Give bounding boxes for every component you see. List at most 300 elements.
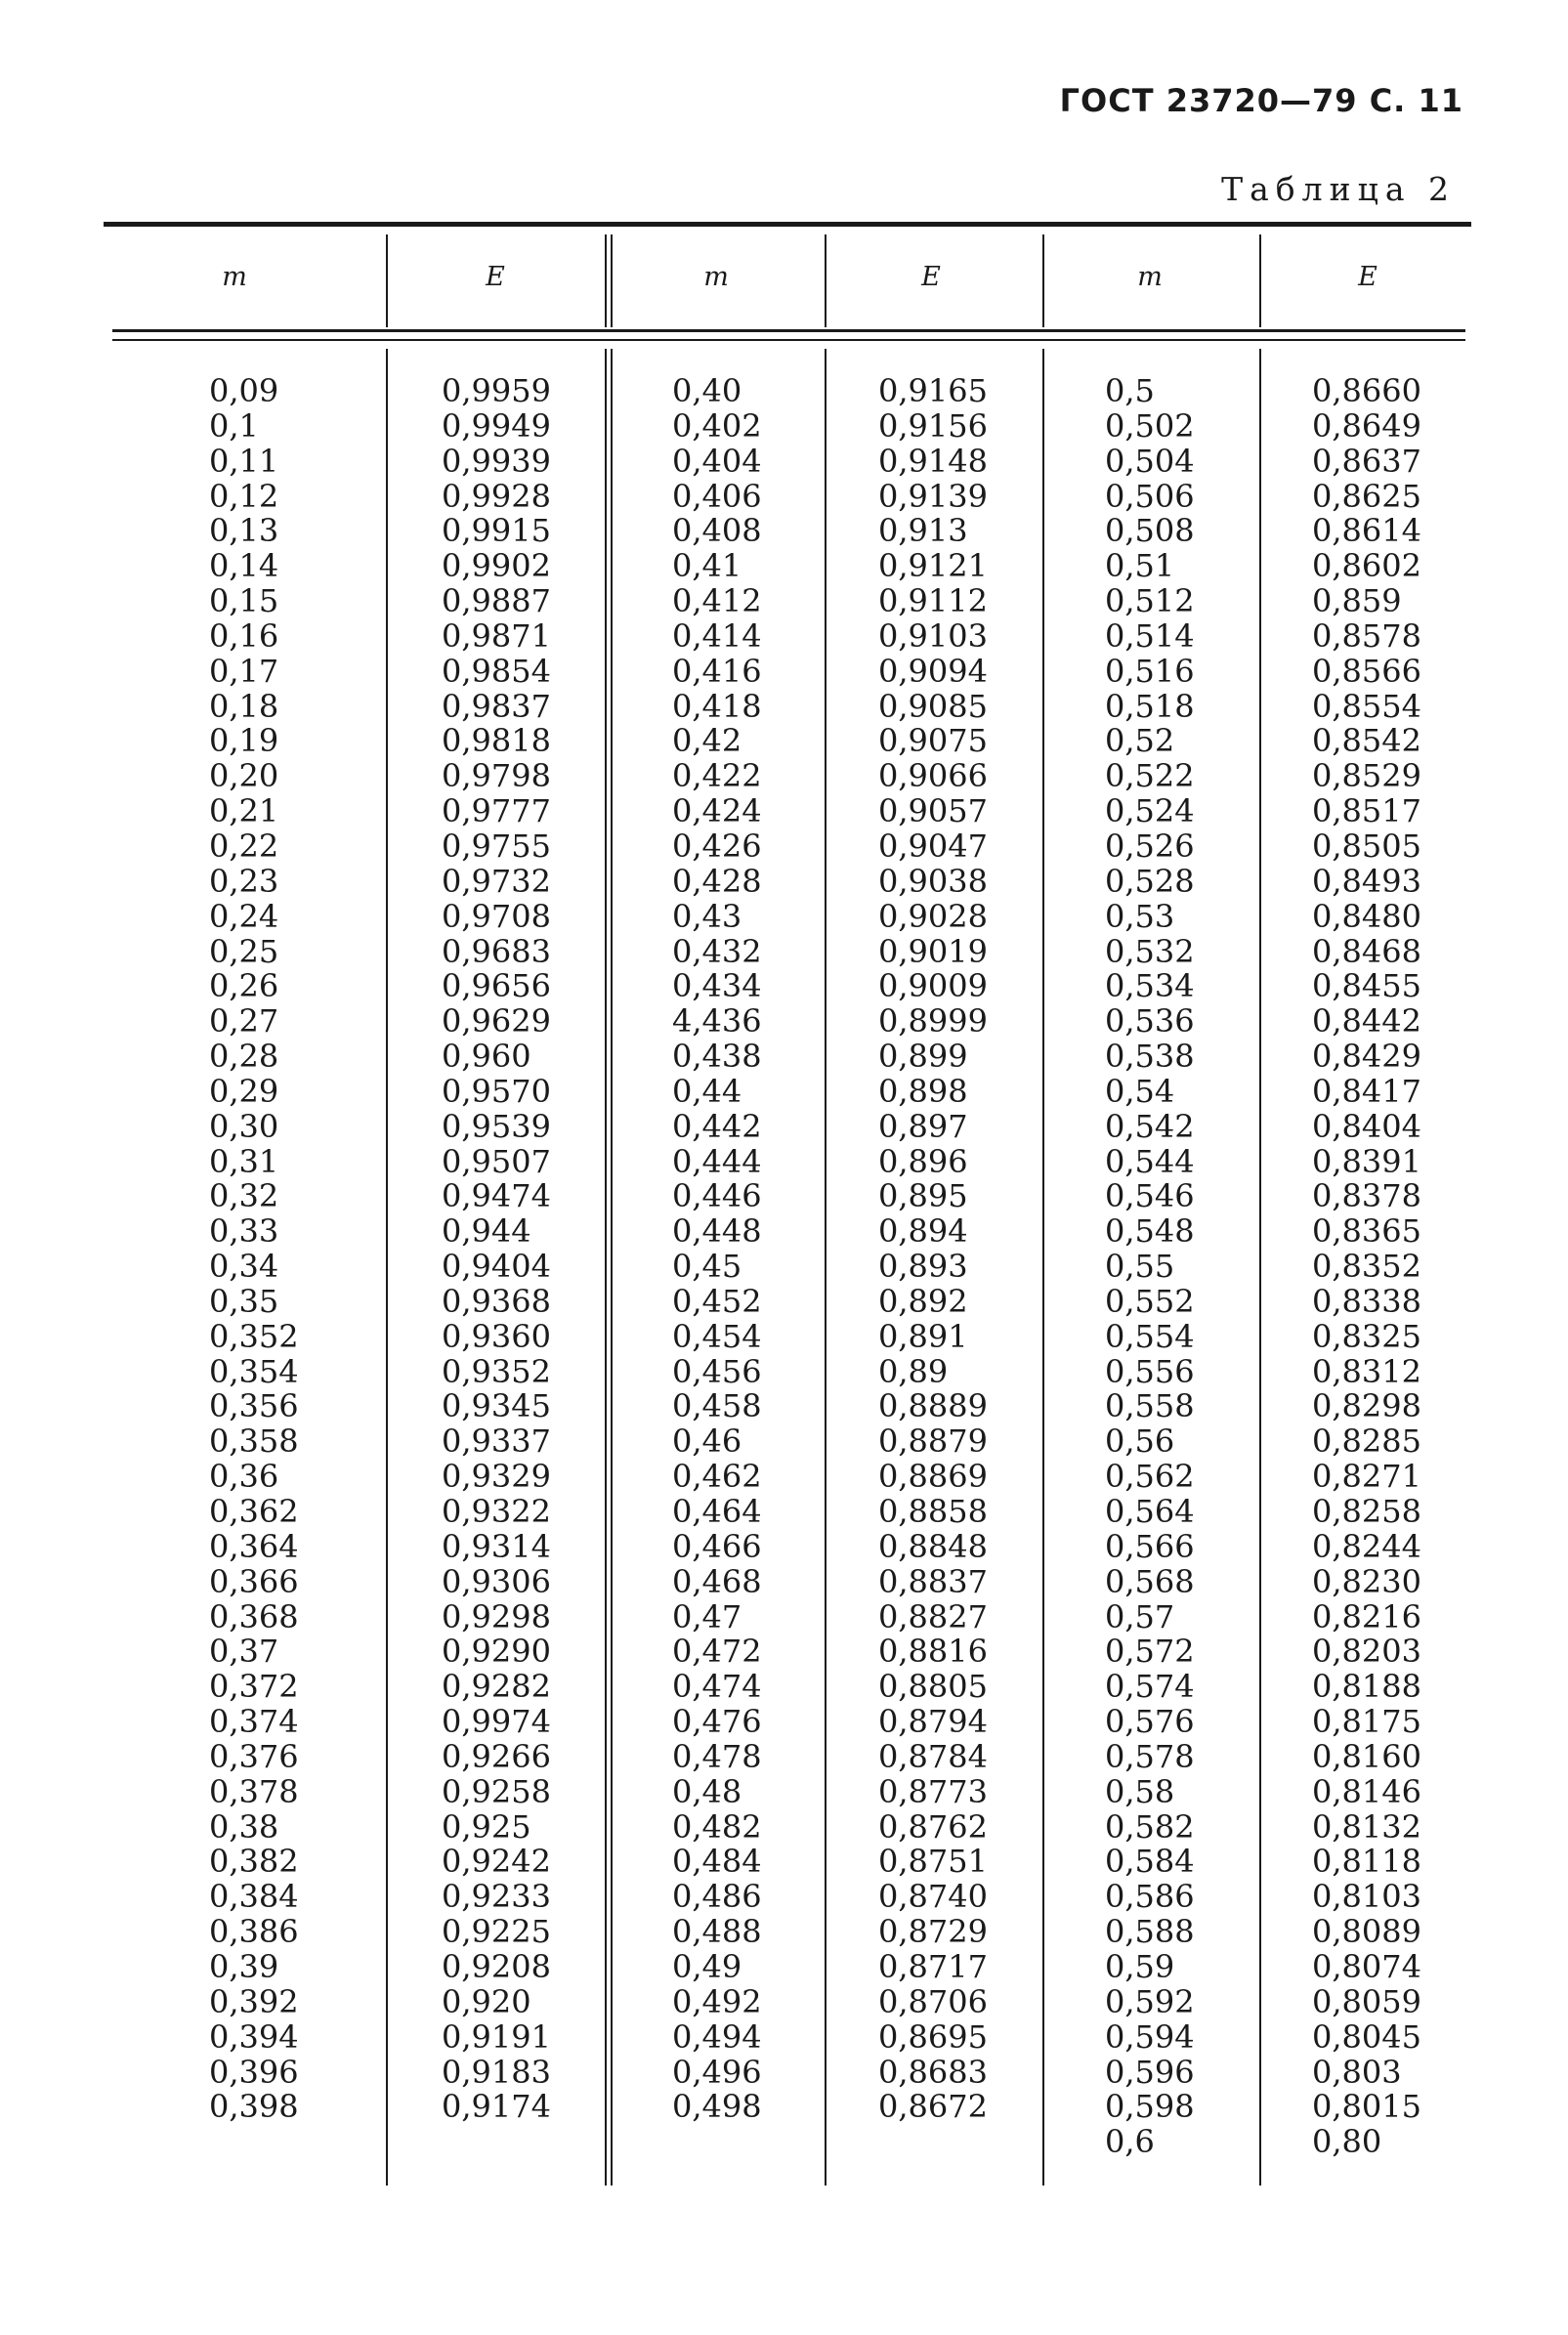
table-cell: 0,9854 [442, 652, 551, 690]
table-cell: 0,8468 [1312, 932, 1421, 970]
table-cell: 0,568 [1105, 1562, 1195, 1600]
table-cell: 0,382 [209, 1843, 299, 1881]
table-cell: 0,582 [1105, 1807, 1195, 1846]
table-cell: 0,8132 [1312, 1807, 1421, 1846]
table-cell: 0,9057 [878, 792, 988, 830]
table-cell: 0,496 [672, 2053, 762, 2091]
table-cell: 0,8751 [878, 1843, 988, 1881]
table-cell: 0,394 [209, 2017, 299, 2056]
table-cell: 0,8637 [1312, 442, 1421, 480]
column-m-3 [1105, 374, 1195, 2160]
table-cell: 0,9075 [878, 722, 988, 760]
table-cell: 0,9139 [878, 477, 988, 515]
table-cell: 0,51 [1105, 547, 1175, 585]
table-cell: 0,9570 [442, 1072, 551, 1110]
table-cell: 0,9798 [442, 757, 551, 795]
column-divider [1259, 349, 1261, 2186]
table-cell: 0,8015 [1312, 2088, 1421, 2126]
table-cell: 0,8869 [878, 1458, 988, 1496]
table-cell: 0,32 [209, 1177, 279, 1215]
table-cell: 0,9047 [878, 827, 988, 865]
column-header-e: E [1358, 262, 1377, 292]
table-cell: 0,8089 [1312, 1913, 1421, 1951]
table-cell: 0,8258 [1312, 1493, 1421, 1530]
table-cell: 0,9242 [442, 1843, 551, 1881]
table-cell: 0,438 [672, 1038, 762, 1076]
table-cell: 0,9225 [442, 1913, 551, 1951]
table-cell: 0,566 [1105, 1527, 1195, 1565]
table-cell: 0,9959 [442, 372, 551, 409]
table-cell: 0,448 [672, 1212, 762, 1251]
table-cell: 0,548 [1105, 1212, 1195, 1251]
table-cell: 0,925 [442, 1807, 531, 1846]
table-cell: 0,418 [672, 687, 762, 725]
table-cell: 0,506 [1105, 477, 1195, 515]
header-bottom-rule [112, 329, 1465, 332]
table-cell: 0,534 [1105, 967, 1195, 1005]
table-cell: 0,48 [672, 1772, 742, 1810]
table-cell: 0,504 [1105, 442, 1195, 480]
table-cell: 0,9298 [442, 1597, 551, 1635]
table-cell: 0,426 [672, 827, 762, 865]
table-cell: 0,8325 [1312, 1317, 1421, 1355]
table-cell: 0,468 [672, 1562, 762, 1600]
table-cell: 0,18 [209, 687, 279, 725]
table-cell: 0,366 [209, 1562, 299, 1600]
column-divider [611, 349, 613, 2186]
table-cell: 0,434 [672, 967, 762, 1005]
table-cell: 0,8244 [1312, 1527, 1421, 1565]
table-cell: 0,8480 [1312, 897, 1421, 935]
table-cell: 0,9656 [442, 967, 551, 1005]
table-cell: 0,45 [672, 1248, 742, 1286]
table-cell: 0,8188 [1312, 1668, 1421, 1706]
table-cell: 0,898 [878, 1072, 968, 1110]
table-cell: 0,899 [878, 1038, 968, 1076]
table-cell: 0,9306 [442, 1562, 551, 1600]
table-cell: 0,354 [209, 1352, 299, 1390]
table-caption: Таблица 2 [1221, 170, 1456, 208]
table-cell: 0,9708 [442, 897, 551, 935]
table-cell: 0,9165 [878, 372, 988, 409]
table-cell: 0,516 [1105, 652, 1195, 690]
table-cell: 0,364 [209, 1527, 299, 1565]
table-cell: 0,8146 [1312, 1772, 1421, 1810]
table-cell: 0,8566 [1312, 652, 1421, 690]
table-cell: 0,34 [209, 1248, 279, 1286]
table-cell: 0,8554 [1312, 687, 1421, 725]
table-cell: 0,9902 [442, 547, 551, 585]
table-cell: 0,482 [672, 1807, 762, 1846]
table-cell: 0,8429 [1312, 1038, 1421, 1076]
table-cell: 0,16 [209, 616, 279, 655]
table-cell: 0,8505 [1312, 827, 1421, 865]
table-cell: 0,9368 [442, 1282, 551, 1320]
table-cell: 0,9755 [442, 827, 551, 865]
table-cell: 0,47 [672, 1597, 742, 1635]
table-cell: 0,8683 [878, 2053, 988, 2091]
table-cell: 0,9103 [878, 616, 988, 655]
table-cell: 0,9038 [878, 862, 988, 900]
table-cell: 0,9360 [442, 1317, 551, 1355]
table-cell: 0,8827 [878, 1597, 988, 1635]
table-cell: 0,41 [672, 547, 742, 585]
table-cell: 0,9974 [442, 1703, 551, 1741]
table-cell: 0,39 [209, 1947, 279, 1985]
table-cell: 0,8391 [1312, 1142, 1421, 1180]
table-cell: 0,464 [672, 1493, 762, 1530]
table-cell: 0,29 [209, 1072, 279, 1110]
table-cell: 0,564 [1105, 1493, 1195, 1530]
table-cell: 0,9329 [442, 1458, 551, 1496]
table-cell: 0,9887 [442, 582, 551, 620]
table-cell: 0,8614 [1312, 512, 1421, 550]
table-cell: 0,9009 [878, 967, 988, 1005]
table-cell: 0,8740 [878, 1878, 988, 1916]
table-cell: 0,859 [1312, 582, 1402, 620]
table-cell: 0,9112 [878, 582, 988, 620]
table-cell: 0,8848 [878, 1527, 988, 1565]
table-cell: 0,8493 [1312, 862, 1421, 900]
table-cell: 0,9871 [442, 616, 551, 655]
column-header-m: m [703, 262, 729, 292]
table-cell: 0,8216 [1312, 1597, 1421, 1635]
table-cell: 0,9019 [878, 932, 988, 970]
table-cell: 0,8837 [878, 1562, 988, 1600]
column-header-e: E [921, 262, 941, 292]
table-cell: 0,9208 [442, 1947, 551, 1985]
table-cell: 0,428 [672, 862, 762, 900]
table-cell: 0,9337 [442, 1422, 551, 1461]
table-cell: 0,33 [209, 1212, 279, 1251]
column-m-2 [672, 374, 762, 2125]
table-cell: 0,23 [209, 862, 279, 900]
table-cell: 0,43 [672, 897, 742, 935]
table-cell: 0,9183 [442, 2053, 551, 2091]
table-cell: 0,21 [209, 792, 279, 830]
table-cell: 0,9322 [442, 1493, 551, 1530]
table-cell: 0,588 [1105, 1913, 1195, 1951]
table-cell: 0,472 [672, 1633, 762, 1671]
table-cell: 0,406 [672, 477, 762, 515]
table-cell: 0,352 [209, 1317, 299, 1355]
table-cell: 0,514 [1105, 616, 1195, 655]
table-cell: 0,9085 [878, 687, 988, 725]
table-cell: 0,8649 [1312, 406, 1421, 445]
column-divider [825, 349, 826, 2186]
column-header-m: m [1137, 262, 1163, 292]
table-cell: 0,398 [209, 2088, 299, 2126]
table-cell: 0,8365 [1312, 1212, 1421, 1251]
table-cell: 0,9818 [442, 722, 551, 760]
table-cell: 0,584 [1105, 1843, 1195, 1881]
table-cell: 0,893 [878, 1248, 968, 1286]
table-cell: 0,372 [209, 1668, 299, 1706]
table-cell: 0,546 [1105, 1177, 1195, 1215]
table-cell: 0,40 [672, 372, 742, 409]
column-m-1 [209, 374, 299, 2125]
table-cell: 0,494 [672, 2017, 762, 2056]
table-cell: 0,462 [672, 1458, 762, 1496]
table-cell: 0,5 [1105, 372, 1155, 409]
table-cell: 0,44 [672, 1072, 742, 1110]
table-cell: 0,913 [878, 512, 968, 550]
table-cell: 0,53 [1105, 897, 1175, 935]
table-cell: 0,920 [442, 1982, 531, 2020]
table-cell: 0,17 [209, 652, 279, 690]
table-cell: 0,528 [1105, 862, 1195, 900]
table-cell: 0,432 [672, 932, 762, 970]
table-cell: 0,542 [1105, 1107, 1195, 1145]
table-top-rule [104, 222, 1471, 227]
table-cell: 0,9352 [442, 1352, 551, 1390]
table-cell: 0,512 [1105, 582, 1195, 620]
table-cell: 0,562 [1105, 1458, 1195, 1496]
table-cell: 0,8045 [1312, 2017, 1421, 2056]
table-cell: 0,13 [209, 512, 279, 550]
table-cell: 0,9028 [878, 897, 988, 935]
table-cell: 0,9939 [442, 442, 551, 480]
table-cell: 0,8074 [1312, 1947, 1421, 1985]
table-cell: 0,1 [209, 406, 259, 445]
table-cell: 0,9282 [442, 1668, 551, 1706]
table-cell: 0,89 [878, 1352, 949, 1390]
table-cell: 0,38 [209, 1807, 279, 1846]
table-cell: 0,9777 [442, 792, 551, 830]
table-cell: 0,8999 [878, 1002, 988, 1040]
table-cell: 0,402 [672, 406, 762, 445]
table-cell: 0,9629 [442, 1002, 551, 1040]
table-cell: 0,80 [1312, 2123, 1382, 2161]
table-cell: 0,20 [209, 757, 279, 795]
table-cell: 0,414 [672, 616, 762, 655]
table-cell: 0,576 [1105, 1703, 1195, 1741]
table-cell: 0,508 [1105, 512, 1195, 550]
table-cell: 0,37 [209, 1633, 279, 1671]
table-cell: 0,22 [209, 827, 279, 865]
table-cell: 0,35 [209, 1282, 279, 1320]
table-cell: 0,592 [1105, 1982, 1195, 2020]
table-cell: 0,8059 [1312, 1982, 1421, 2020]
table-cell: 0,8602 [1312, 547, 1421, 585]
table-cell: 0,8160 [1312, 1737, 1421, 1775]
table-cell: 0,474 [672, 1668, 762, 1706]
table-cell: 0,8794 [878, 1703, 988, 1741]
table-cell: 0,9156 [878, 406, 988, 445]
table-cell: 0,8203 [1312, 1633, 1421, 1671]
column-divider [1042, 349, 1044, 2186]
table-cell: 0,8784 [878, 1737, 988, 1775]
table-cell: 0,30 [209, 1107, 279, 1145]
table-cell: 0,9474 [442, 1177, 551, 1215]
table-cell: 0,896 [878, 1142, 968, 1180]
table-cell: 0,596 [1105, 2053, 1195, 2091]
table-cell: 0,8625 [1312, 477, 1421, 515]
table-cell: 0,552 [1105, 1282, 1195, 1320]
table-cell: 0,8378 [1312, 1177, 1421, 1215]
table-cell: 0,8773 [878, 1772, 988, 1810]
table-cell: 0,362 [209, 1493, 299, 1530]
table-cell: 0,532 [1105, 932, 1195, 970]
table-cell: 0,19 [209, 722, 279, 760]
table-cell: 0,574 [1105, 1668, 1195, 1706]
table-cell: 0,8175 [1312, 1703, 1421, 1741]
table-cell: 0,52 [1105, 722, 1175, 760]
column-e-2 [878, 374, 988, 2125]
table-cell: 0,408 [672, 512, 762, 550]
column-e-3 [1312, 374, 1421, 2160]
table-cell: 0,9345 [442, 1387, 551, 1425]
table-cell: 0,502 [1105, 406, 1195, 445]
table-cell: 0,8717 [878, 1947, 988, 1985]
table-cell: 0,960 [442, 1038, 531, 1076]
table-cell: 0,8118 [1312, 1843, 1421, 1881]
table-cell: 0,891 [878, 1317, 968, 1355]
table-cell: 0,9683 [442, 932, 551, 970]
table-cell: 0,454 [672, 1317, 762, 1355]
table-cell: 0,524 [1105, 792, 1195, 830]
table-cell: 0,8858 [878, 1493, 988, 1530]
table-cell: 0,452 [672, 1282, 762, 1320]
table-cell: 0,58 [1105, 1772, 1175, 1810]
table-cell: 0,894 [878, 1212, 968, 1251]
header-bottom-rule-double [112, 339, 1465, 341]
table-cell: 0,484 [672, 1843, 762, 1881]
table-cell: 0,9915 [442, 512, 551, 550]
table-cell: 0,27 [209, 1002, 279, 1040]
table-cell: 0,374 [209, 1703, 299, 1741]
table-cell: 0,56 [1105, 1422, 1175, 1461]
table-cell: 0,8762 [878, 1807, 988, 1846]
table-cell: 0,9066 [878, 757, 988, 795]
table-cell: 0,478 [672, 1737, 762, 1775]
table-cell: 0,466 [672, 1527, 762, 1565]
table-cell: 0,26 [209, 967, 279, 1005]
table-cell: 0,586 [1105, 1878, 1195, 1916]
table-cell: 0,892 [878, 1282, 968, 1320]
table-cell: 0,444 [672, 1142, 762, 1180]
table-cell: 0,59 [1105, 1947, 1175, 1985]
table-cell: 0,572 [1105, 1633, 1195, 1671]
table-cell: 0,8542 [1312, 722, 1421, 760]
table-cell: 0,11 [209, 442, 279, 480]
table-cell: 0,8352 [1312, 1248, 1421, 1286]
table-cell: 0,376 [209, 1737, 299, 1775]
table-cell: 0,8271 [1312, 1458, 1421, 1496]
table-cell: 0,492 [672, 1982, 762, 2020]
table-cell: 0,486 [672, 1878, 762, 1916]
table-cell: 0,9290 [442, 1633, 551, 1671]
table-cell: 0,412 [672, 582, 762, 620]
table-cell: 0,9539 [442, 1107, 551, 1145]
table-cell: 0,14 [209, 547, 279, 585]
table-cell: 0,556 [1105, 1352, 1195, 1390]
table-cell: 0,54 [1105, 1072, 1175, 1110]
table-cell: 0,356 [209, 1387, 299, 1425]
table-cell: 0,28 [209, 1038, 279, 1076]
table-cell: 0,09 [209, 372, 279, 409]
column-divider [386, 349, 388, 2186]
table-cell: 0,24 [209, 897, 279, 935]
table-cell: 0,9148 [878, 442, 988, 480]
table-cell: 0,57 [1105, 1597, 1175, 1635]
table-cell: 0,544 [1105, 1142, 1195, 1180]
table-cell: 0,12 [209, 477, 279, 515]
table-cell: 0,9949 [442, 406, 551, 445]
table-cell: 0,8417 [1312, 1072, 1421, 1110]
table-cell: 0,9233 [442, 1878, 551, 1916]
table-cell: 0,8660 [1312, 372, 1421, 409]
table-cell: 0,594 [1105, 2017, 1195, 2056]
table-cell: 4,436 [672, 1002, 762, 1040]
table-cell: 0,578 [1105, 1737, 1195, 1775]
table-cell: 0,476 [672, 1703, 762, 1741]
table-cell: 0,9404 [442, 1248, 551, 1286]
table-cell: 0,49 [672, 1947, 742, 1985]
table-cell: 0,536 [1105, 1002, 1195, 1040]
column-divider [605, 349, 607, 2186]
table-cell: 0,8103 [1312, 1878, 1421, 1916]
table-cell: 0,522 [1105, 757, 1195, 795]
table-cell: 0,404 [672, 442, 762, 480]
table-cell: 0,498 [672, 2088, 762, 2126]
table-cell: 0,392 [209, 1982, 299, 2020]
table-cell: 0,8455 [1312, 967, 1421, 1005]
table-cell: 0,554 [1105, 1317, 1195, 1355]
table-cell: 0,9121 [878, 547, 988, 585]
table-cell: 0,9314 [442, 1527, 551, 1565]
table-cell: 0,895 [878, 1177, 968, 1215]
table-cell: 0,9732 [442, 862, 551, 900]
table-cell: 0,897 [878, 1107, 968, 1145]
table-cell: 0,8805 [878, 1668, 988, 1706]
table-cell: 0,8879 [878, 1422, 988, 1461]
table-cell: 0,55 [1105, 1248, 1175, 1286]
table-cell: 0,8889 [878, 1387, 988, 1425]
table-cell: 0,944 [442, 1212, 531, 1251]
table-cell: 0,446 [672, 1177, 762, 1215]
table-cell: 0,8285 [1312, 1422, 1421, 1461]
table-cell: 0,9174 [442, 2088, 551, 2126]
table-cell: 0,42 [672, 722, 742, 760]
table-cell: 0,25 [209, 932, 279, 970]
table-cell: 0,8672 [878, 2088, 988, 2126]
table-cell: 0,15 [209, 582, 279, 620]
table-cell: 0,9258 [442, 1772, 551, 1810]
table-cell: 0,384 [209, 1878, 299, 1916]
table-cell: 0,46 [672, 1422, 742, 1461]
table-cell: 0,424 [672, 792, 762, 830]
table-cell: 0,8578 [1312, 616, 1421, 655]
table-cell: 0,9094 [878, 652, 988, 690]
table-cell: 0,396 [209, 2053, 299, 2091]
table-header-row [0, 262, 1568, 301]
table-cell: 0,518 [1105, 687, 1195, 725]
table-cell: 0,8695 [878, 2017, 988, 2056]
table-cell: 0,36 [209, 1458, 279, 1496]
table-cell: 0,488 [672, 1913, 762, 1951]
table-cell: 0,8529 [1312, 757, 1421, 795]
column-e-1 [442, 374, 551, 2125]
table-cell: 0,386 [209, 1913, 299, 1951]
table-cell: 0,9507 [442, 1142, 551, 1180]
table-cell: 0,6 [1105, 2123, 1155, 2161]
table-cell: 0,458 [672, 1387, 762, 1425]
table-cell: 0,456 [672, 1352, 762, 1390]
table-cell: 0,442 [672, 1107, 762, 1145]
table-cell: 0,8442 [1312, 1002, 1421, 1040]
table-cell: 0,803 [1312, 2053, 1402, 2091]
